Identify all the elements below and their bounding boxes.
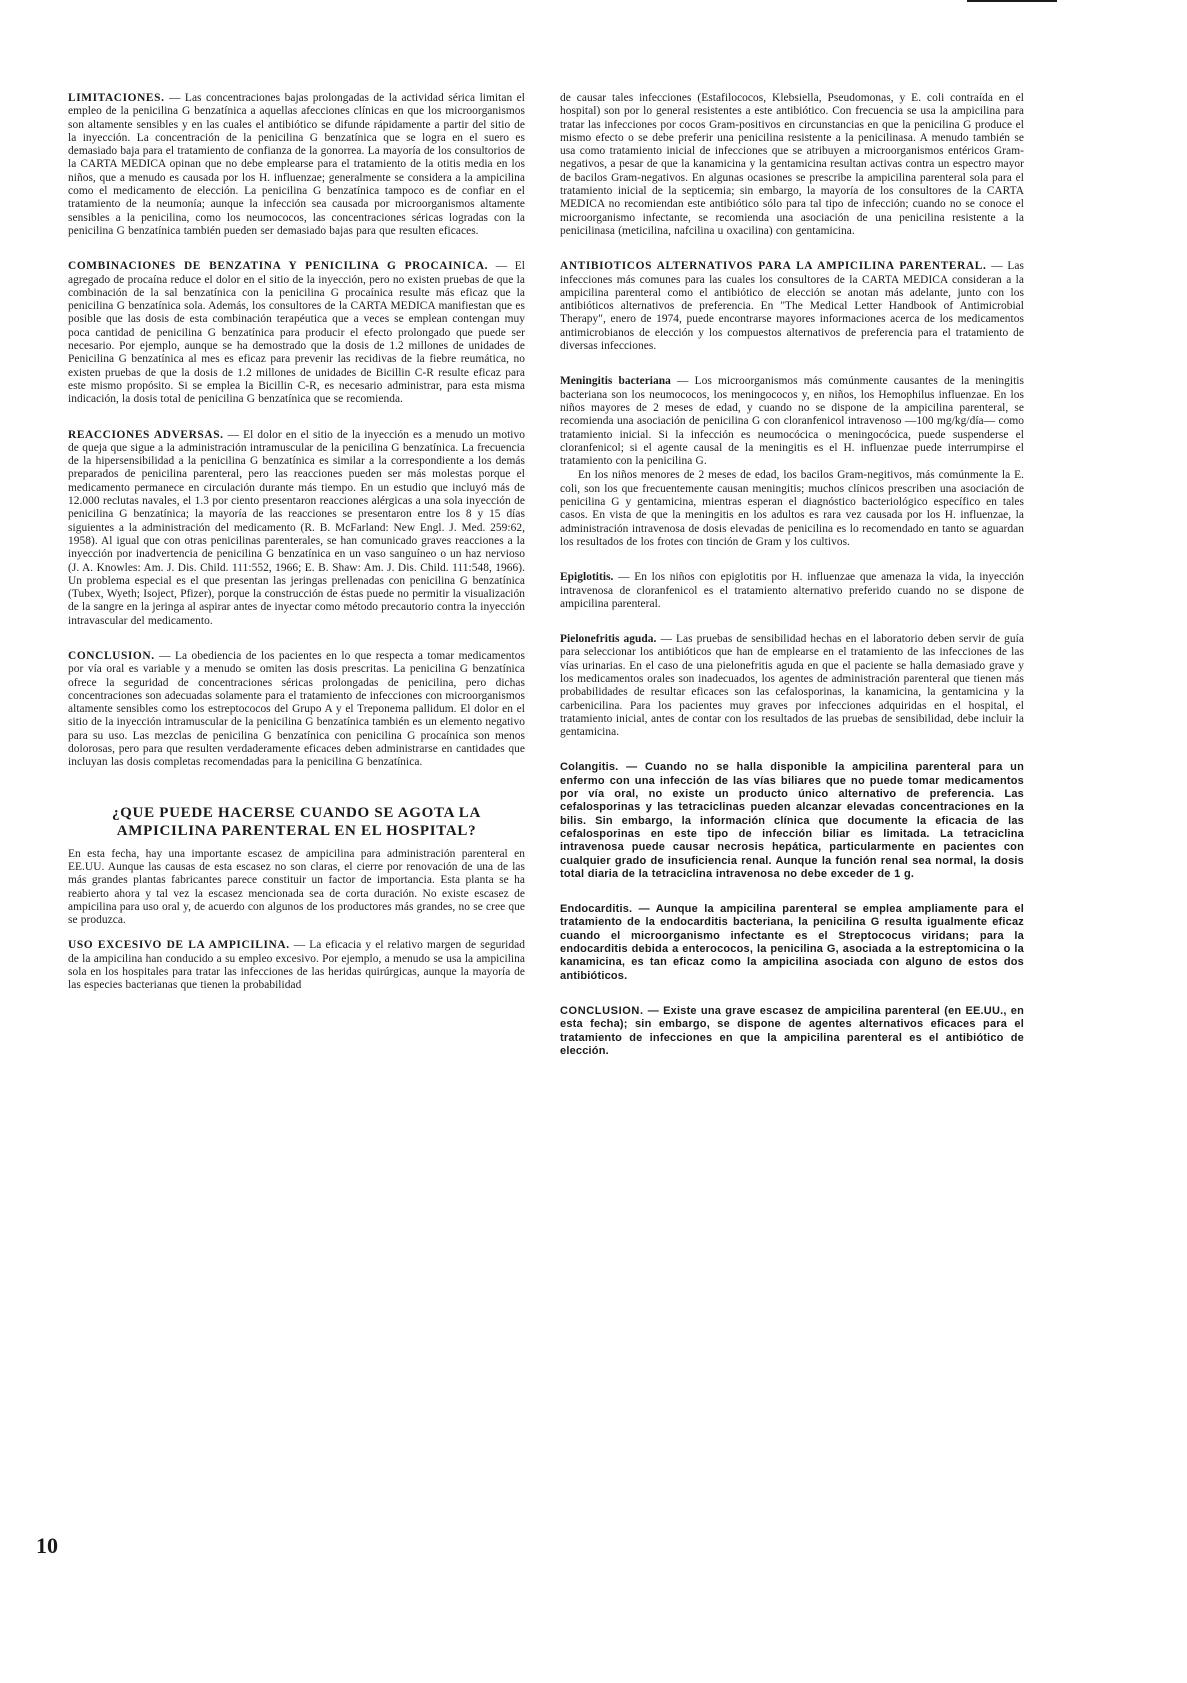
paragraph bbox=[560, 260, 1024, 353]
section-heading: Endocarditis. bbox=[560, 903, 633, 916]
paragraph-text: — Cuando no se halla disponible la ampicilina parenteral para un enfermo con una infección de las vías biliares que no puede tomar medicamentos por vía oral, no existe un producto único alternativo de preferencia. Las cefalosporinas y las tetraciclinas pueden alcanzar elevadas concentraciones en la bilis. Sin embargo, la información clínica que documente la eficacia de las cefalosporinas en este tipo de infección biliar es limitada. La tetraciclina intravenosa puede causar necrosis hepática, particularmente en pacientes con cualquier grado de insuficiencia renal. Aunque la función renal sea normal, la dosis total diaria de la tetraciclina intravenosa no debe exceder de 1 g. bbox=[560, 761, 1025, 880]
paragraph bbox=[560, 1005, 1024, 1058]
section-heading: Pielonefritis aguda. bbox=[560, 633, 657, 646]
section-pielonefritis bbox=[560, 633, 1024, 739]
paragraph-text: — Las concentraciones bajas prolongadas de la actividad sérica limitan el empleo de la penicilina G benzatínica a aquellas afecciones clínicas en que los microorganismos son altamente sensibles y en las cuales el antibiótico se difunde rápidamente a partir del sitio de la inyección. La concentración de la penicilina G benzatínica que se logra en el suero es demasiado baja para el tratamiento de confianza de la gonorrea. La mayoría de los consultorios de la CARTA MEDICA opinan que no debe emplearse para el tratamiento de la otitis media en los niños, que a menudo es causada por los H. influenzae; generalmente se considera a la ampicilina como el medicamento de elección. La penicilina G benzatínica tampoco es de confiar en el tratamiento de la neumonía; aunque la infección sea causada por microorganismos altamente sensibles a la penicilina, como los neumococos, las concentraciones séricas logradas con la penicilina G benzatínica también pueden ser demasiado bajas para que resulten eficaces. bbox=[68, 92, 525, 237]
section-combinaciones bbox=[68, 260, 525, 406]
section-heading: REACCIONES ADVERSAS. bbox=[68, 428, 224, 441]
section-limitaciones bbox=[68, 92, 525, 238]
corner-rule bbox=[967, 0, 1057, 2]
section-heading: Epiglotitis. bbox=[560, 571, 614, 584]
left-column bbox=[68, 92, 525, 1015]
section-endocarditis bbox=[560, 903, 1024, 983]
paragraph-text: — La eficacia y el relativo margen de seguridad de la ampicilina han conducido a su empleo excesivo. Por ejemplo, a menudo se usa la ampicilina sola en los hospitales para tratar las infecciones de las heridas quirúrgicas, aunque la mayoría de las especies bacterianas que tienen la probabilidad bbox=[68, 939, 525, 992]
section-heading: Colangitis. bbox=[560, 761, 619, 774]
paragraph bbox=[560, 571, 1024, 611]
section-uso-excesivo bbox=[68, 939, 525, 992]
paragraph bbox=[560, 903, 1024, 983]
section-heading: COMBINACIONES DE BENZATINA Y PENICILINA G PROCAINICA. bbox=[68, 260, 489, 273]
paragraph-text: — Las pruebas de sensibilidad hechas en el laboratorio deben servir de guía para seleccionar los antibióticos que han de emplearse en el tratamiento de las infecciones de las vías urinarias. En el caso de una pielonefritis aguda en que el paciente se halla demasiado grave y los medicamentos orales son inadecuados, los agentes de administración parenteral que tienen más probabilidades de resultar eficaces son las cefalosporinas, la kanamicina, la gentamicina y la carbenicilina. Para los pacientes muy graves por infecciones adquiridas en el hospital, el tratamiento inicial, antes de contar con los resultados de las pruebas de sensibilidad, debe incluir la gentamicina. bbox=[560, 633, 1024, 739]
paragraph bbox=[68, 260, 525, 406]
section-heading: Meningitis bacteriana bbox=[560, 375, 671, 388]
paragraph-text: — El dolor en el sitio de la inyección es a menudo un motivo de queja que sigue a la administración intramuscular de la penicilina G benzatínica. La frecuencia de la hipersensibilidad a la penicilina G benzatínica es similar a la correspondiente a los demás preparados de penicilina parenteral, pero las reacciones pueden ser más molestas porque el medicamento permanece en circulación durante más tiempo. En un estudio que incluyó más de 12.000 reclutas navales, el 1.3 por ciento presentaron reacciones alérgicas a una sola inyección de penicilina G benzatínica; la mayoría de las reacciones se presentaron entre los 8 y 15 días siguientes a la administración del medicamento (R. B. McFarland: New Engl. J. Med. 259:62, 1958). Al igual que con otras penicilinas parenterales, se han comunicado graves reacciones a la inyección por inadvertencia de penicilina G benzatínica en un vaso sanguíneo o un haz nervioso (J. A. Knowles: Am. J. Dis. Child. 111:552, 1966; E. B. Shaw: Am. J. Dis. Child. 111:548, 1966). Un problema especial es el que presentan las jeringas prellenadas con penicilina G benzatínica (Tubex, Wyeth; Isoject, Pfizer), porque la construcción de éstas puede no permitir la visualización de la sangre en la jeringa al aspirar antes de inyectar como método precautorio contra la inyección intravascular del medicamento. bbox=[68, 428, 525, 627]
section-alternativos bbox=[560, 260, 1024, 353]
paragraph bbox=[68, 650, 525, 770]
paragraph-text: — En los niños con epiglotitis por H. influenzae que amenaza la vida, la inyección intravenosa de cloranfenicol es el tratamiento alternativo preferido cuando no se dispone de ampicilina parenteral. bbox=[560, 571, 1024, 610]
paragraph-text: En los niños menores de 2 meses de edad, los bacilos Gram-negitivos, más comúnmente la E. coli, son los que frecuentemente causan meningitis; muchos clínicos prescriben una asociación de penicilina G y gentamicina, mientras esperan el diagnóstico bacteriológico específico en tales casos. En vista de que la meningitis en los adultos es rara vez causada por los H. influenzae, la administración intravenosa de dosis elevadas de penicilina es lo recomendado en tanto se aguardan los resultados de los frotes con tinción de Gram y los cultivos. bbox=[560, 469, 1024, 548]
article-title: ¿QUE PUEDE HACERSE CUANDO SE AGOTA LA AMPICILINA PARENTERAL EN EL HOSPITAL? bbox=[111, 804, 481, 839]
right-column bbox=[560, 92, 1024, 1080]
section-heading: CONCLUSION. bbox=[68, 649, 155, 662]
paragraph-text: — La obediencia de los pacientes en lo que respecta a tomar medicamentos por vía oral es variable y a menudo se omiten las dosis prescritas. La penicilina G benzatínica ofrece la seguridad de concentraciones séricas prolongadas de penicilina, pero dichas concentraciones son adecuadas solamente para el tratamiento de infecciones con microorganismos altamente sensibles como los estreptococos del Grupo A y el Treponema pallidum. El dolor en el sitio de la inyección intramuscular de la penicilina G benzatínica también es un elemento negativo para su uso. Las mezclas de penicilina G benzatínica con penicilina G procaínica son menos dolorosas, pero para que resulten verdaderamente eficaces deben administrarse en cantidades que incluyan las dosis completas recomendadas para la penicilina G benzatínica. bbox=[68, 649, 525, 769]
paragraph bbox=[68, 939, 525, 992]
section-meningitis bbox=[560, 375, 1024, 549]
section-intro bbox=[68, 848, 525, 928]
paragraph bbox=[68, 92, 525, 238]
section-heading: CONCLUSION. bbox=[560, 1004, 644, 1017]
section-reacciones bbox=[68, 429, 525, 628]
section-heading: LIMITACIONES. bbox=[68, 92, 165, 104]
paragraph-text: — Existe una grave escasez de ampicilina parenteral (en EE.UU., en esta fecha); sin embargo, se dispone de agentes alternativos eficaces para el tratamiento de infecciones en que la ampicilina parenteral es el antibiótico de elección. bbox=[560, 1004, 1024, 1057]
paragraph bbox=[560, 633, 1024, 739]
paragraph-text: de causar tales infecciones (Estafilococos, Klebsiella, Pseudomonas, y E. coli contraída en el hospital) son por lo general resistentes a este antibiótico. Con frecuencia se usa la ampicilina para tratar las infecciones por cocos Gram-positivos en circunstancias en que la penicilina G produce el mismo efecto o se debe preferir una penicilina resistente a la penicilinasa. A menudo también se usa como tratamiento inicial de infecciones que se atribuyen a microorganismos entéricos Gram-negativos, a pesar de que la kanamicina y la gentamicina resultan activas contra un espectro mayor de bacilos Gram-negativos. En algunas ocasiones se prescribe la ampicilina parenteral sola para el tratamiento inicial de la septicemia; sin embargo, la mayoría de los consultores de la CARTA MEDICA no recomiendan este antibiótico sólo para tal tipo de infección; cuando no se conoce el microorganismo infectante, se recomienda una asociación de una penicilina resistente a la penicilinasa (meticilina, nafcilina u oxacilina) con gentamicina. bbox=[560, 92, 1024, 237]
section-conclusion bbox=[68, 650, 525, 770]
paragraph bbox=[560, 761, 1024, 881]
paragraph-text: En esta fecha, hay una importante escasez de ampicilina para administración parenteral en EE.UU. Aunque las causas de esta escasez no son claras, el cierre por renovación de una de las más grandes plantas fabricantes parece constituir un factor de importancia. Esta planta se ha reabierto ahora y tal vez la escasez mencionada sea de corta duración. No existe escasez de ampicilina para uso oral y, de acuerdo con algunos de los productores más grandes, no se cree que se produzca. bbox=[68, 847, 525, 927]
paragraph-text: — Los microorganismos más comúnmente causantes de la meningitis bacteriana son los neumococos, los meningococos y, en niños, los Hemophilus influenzae. En los niños mayores de 2 meses de edad, y cuando no se dispone de la ampicilina parenteral, se recomienda una asociación de penicilina G con cloranfenicol intravenoso —100 mg/kg/día— como tratamiento inicial. Si la infección es neumocócica o meningocócica, puede suspenderse el cloranfenicol; si el agente causal de la meningitis es el H. influenzae puede interrumpirse el tratamiento con la penicilina G. bbox=[560, 375, 1024, 468]
paragraph bbox=[560, 375, 1024, 468]
section-heading: USO EXCESIVO DE LA AMPICILINA. bbox=[68, 939, 290, 952]
paragraph bbox=[68, 429, 525, 628]
section-continuation bbox=[560, 92, 1024, 238]
paragraph-text: — Las infecciones más comunes para las cuales los consultores de la CARTA MEDICA consideran a la ampicilina parenteral como el antibiótico de elección se anotan más adelante, junto con los antibióticos alternativos de preferencia. En "The Medical Letter Handbook of Antimicrobial Therapy", enero de 1974, puede encontrarse mayores informaciones acerca de los medicamentos antimicrobianos de elección y los compuestos alternativos de preferencia para el tratamiento de diversas infecciones. bbox=[560, 260, 1024, 353]
section-colangitis bbox=[560, 761, 1024, 881]
page-number: 10 bbox=[36, 1533, 58, 1558]
section-epiglotitis bbox=[560, 571, 1024, 611]
section-conclusion-right bbox=[560, 1005, 1024, 1058]
section-heading: ANTIBIOTICOS ALTERNATIVOS PARA LA AMPICILINA PARENTERAL. bbox=[560, 260, 987, 273]
paragraph-text: — El agregado de procaína reduce el dolor en el sitio de la inyección, pero no existen pruebas de que la combinación de la sal benzatínica con la penicilina G procaínica resulte más eficaz que la penicilina G benzatínica sola. Además, los consultores de la CARTA MEDICA manifiestan que es posible que las dosis de esta combinación terapéutica que a veces se emplean contengan muy poca cantidad de penicilina G benzatínica para producir el efecto prolongado que puede ser necesario. Por ejemplo, aunque se ha demostrado que la dosis de 1.2 millones de unidades de Penicilina G benzatínica al mes es eficaz para prevenir las recidivas de la fiebre reumática, no existen pruebas de que la dosis de 1.2 millones de unidades de Bicillin C-R resulte eficaz para este mismo propósito. Si se emplea la Bicillin C-R, es necesario administrar, para esta misma indicación, la dosis total de penicilina G benzatínica que se recomienda. bbox=[68, 260, 525, 406]
paragraph-text: — Aunque la ampicilina parenteral se emplea ampliamente para el tratamiento de la endocarditis bacteriana, la penicilina G resulta igualmente eficaz cuando el microorganismo infectante es el Streptococus viridans; para la endocarditis debida a enterococos, la penicilina G, asociada a la estreptomicina o la kanamicina, es tan eficaz como la ampicilina asociada con alguno de estos dos antibióticos. bbox=[560, 903, 1024, 982]
